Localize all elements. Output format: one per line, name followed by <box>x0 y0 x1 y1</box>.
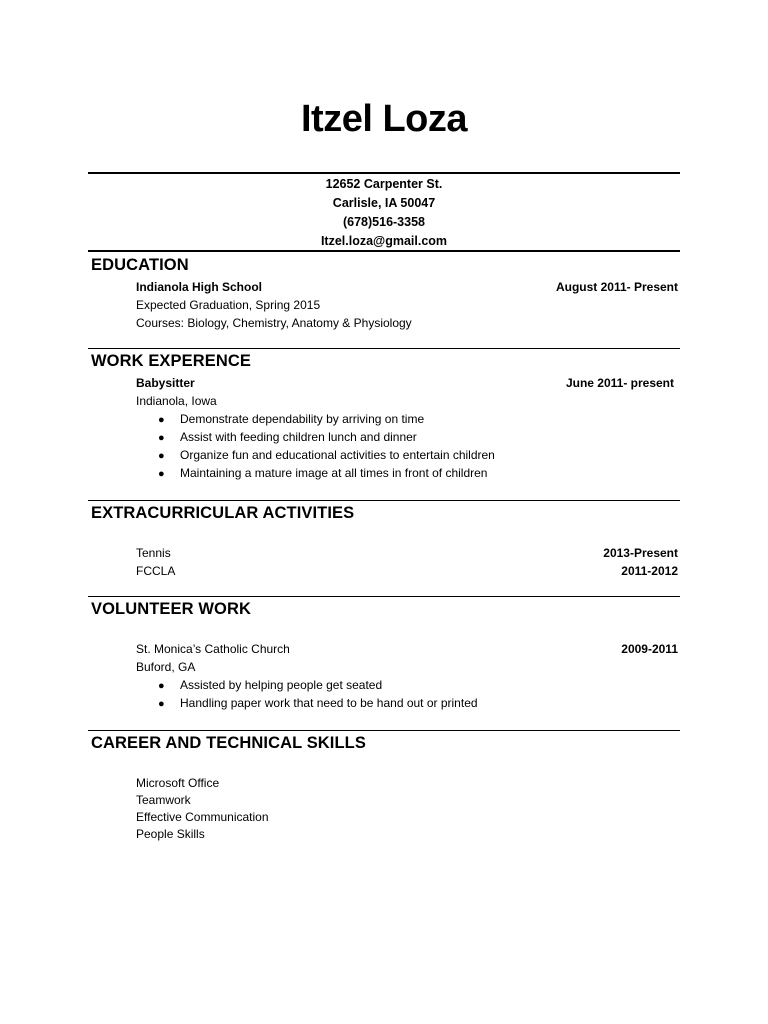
section-title-work: WORK EXPERENCE <box>91 352 252 370</box>
extracurricular-dates: 2011-2012 <box>621 564 678 578</box>
extracurricular-item: FCCLA <box>136 564 176 578</box>
skill-item: Effective Communication <box>136 810 269 824</box>
bullet-icon: ● <box>158 698 165 710</box>
section-divider <box>88 500 680 501</box>
header-rule-bottom <box>88 250 680 252</box>
section-divider <box>88 596 680 597</box>
skill-item: Microsoft Office <box>136 776 220 790</box>
skill-item: People Skills <box>136 827 205 841</box>
contact-email: Itzel.loza@gmail.com <box>320 234 448 248</box>
volunteer-org: St. Monica’s Catholic Church <box>136 642 290 656</box>
contact-phone: (678)516-3358 <box>342 215 425 229</box>
bullet-icon: ● <box>158 468 165 480</box>
section-title-education: EDUCATION <box>91 256 189 274</box>
header-rule-top <box>88 172 680 174</box>
bullet-icon: ● <box>158 432 165 444</box>
section-title-extracurricular: EXTRACURRICULAR ACTIVITIES <box>91 504 355 522</box>
skill-item: Teamwork <box>136 793 191 807</box>
extracurricular-dates: 2013-Present <box>603 546 678 560</box>
education-courses: Courses: Biology, Chemistry, Anatomy & Physiology <box>136 316 412 330</box>
education-dates: August 2011- Present <box>555 280 678 294</box>
education-graduation: Expected Graduation, Spring 2015 <box>136 298 321 312</box>
work-location: Indianola, Iowa <box>136 394 217 408</box>
work-bullet: ● Demonstrate dependability by arriving on time <box>158 410 424 429</box>
bullet-icon: ● <box>158 450 165 462</box>
contact-block <box>0 175 768 251</box>
bullet-icon: ● <box>158 680 165 692</box>
volunteer-location: Buford, GA <box>136 660 196 674</box>
section-divider <box>88 730 680 731</box>
extracurricular-item: Tennis <box>136 546 171 560</box>
resume-name: Itzel Loza <box>300 98 468 140</box>
volunteer-dates: 2009-2011 <box>621 642 678 656</box>
education-school: Indianola High School <box>136 280 262 294</box>
work-bullet: ● Organize fun and educational activities to entertain children <box>158 446 495 465</box>
section-title-skills: CAREER AND TECHNICAL SKILLS <box>91 734 366 752</box>
volunteer-bullet: ● Assisted by helping people get seated <box>158 676 382 695</box>
contact-city: Carlisle, IA 50047 <box>332 196 436 210</box>
work-bullet: ● Maintaining a mature image at all times in front of children <box>158 464 487 483</box>
work-dates: June 2011- present <box>565 376 674 390</box>
work-bullet: ● Assist with feeding children lunch and dinner <box>158 428 417 447</box>
section-title-volunteer: VOLUNTEER WORK <box>91 600 251 618</box>
work-position: Babysitter <box>136 376 195 390</box>
contact-street: 12652 Carpenter St. <box>325 177 443 191</box>
section-divider <box>88 348 680 349</box>
bullet-icon: ● <box>158 414 165 426</box>
volunteer-bullet: ● Handling paper work that need to be hand out or printed <box>158 694 478 713</box>
